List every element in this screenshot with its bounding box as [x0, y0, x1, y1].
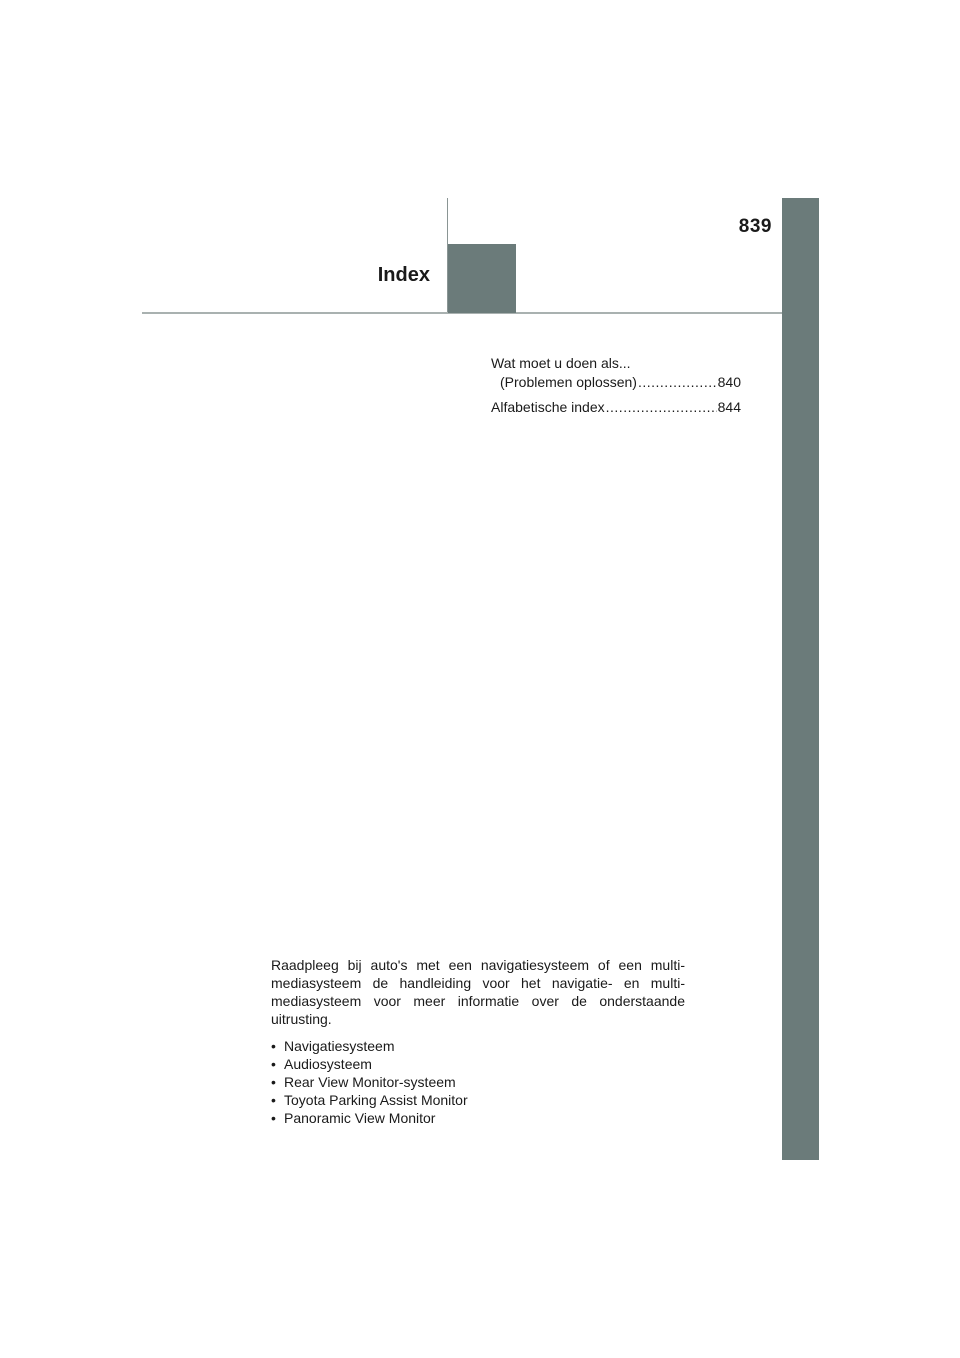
toc-entry-label: Alfabetische index: [491, 399, 605, 415]
toc-page-ref: 844: [717, 399, 741, 415]
page-number: 839: [738, 216, 772, 237]
section-color-block: [448, 244, 516, 313]
toc-entry-troubleshooting[interactable]: [491, 354, 741, 392]
list-item: • Panoramic View Monitor: [271, 1109, 685, 1127]
toc-entry-title: [491, 354, 741, 373]
chapter-side-tab: [782, 198, 819, 1160]
toc-page-ref: 840: [717, 374, 741, 390]
list-item: • Navigatiesysteem: [271, 1037, 685, 1055]
leader-dots: [638, 373, 717, 392]
equipment-list: [271, 1037, 685, 1127]
toc-entry-label: Wat moet u doen als...: [491, 355, 631, 371]
multimedia-note: [271, 956, 685, 1127]
list-item: • Rear View Monitor-systeem: [271, 1073, 685, 1091]
toc-entry-sublabel: (Problemen oplossen): [500, 374, 637, 390]
leader-dots: [606, 398, 717, 417]
section-title: Index: [377, 264, 430, 286]
toc-entry-alphabetical-index[interactable]: [491, 398, 741, 417]
table-of-contents: [491, 354, 741, 423]
list-item: • Toyota Parking Assist Monitor: [271, 1091, 685, 1109]
toc-entry-title-line: [491, 398, 741, 417]
list-item: • Audiosysteem: [271, 1055, 685, 1073]
note-paragraph: Raadpleeg bij auto's met een navigatiesysteem of een multi-mediasysteem de handleiding voor het navigatie- en multi-mediasysteem voor meer informatie over de onderstaande uitrusting.: [271, 957, 685, 1027]
toc-entry-subtitle-line: [491, 373, 741, 392]
